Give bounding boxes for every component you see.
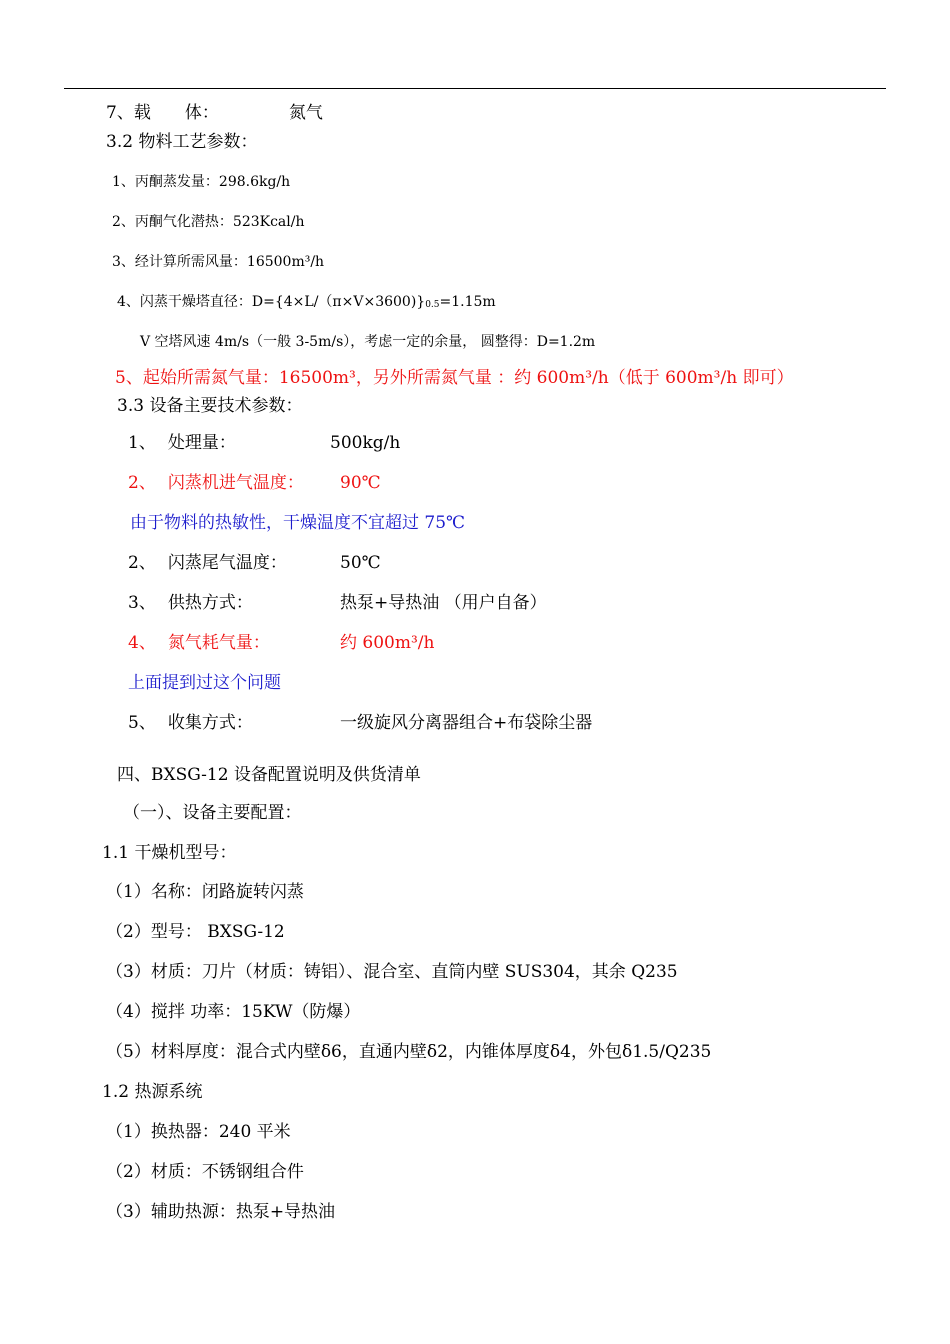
- spec-value: 热泵+导热油 （用户自备）: [340, 593, 547, 613]
- heat-source-heading: 1.2 热源系统: [102, 1082, 203, 1102]
- spec-value: 90℃: [340, 473, 381, 493]
- section-3-2-heading: 3.2 物料工艺参数：: [106, 132, 258, 152]
- list-item: （3）辅助热源：热泵+导热油: [106, 1202, 336, 1222]
- dryer-model-heading: 1.1 干燥机型号：: [102, 843, 237, 863]
- tower-diameter-formula: 4、闪蒸干燥塔直径：D={4×L/（π×V×3600)}: [117, 294, 426, 310]
- tower-diameter-result: =1.15m: [439, 294, 496, 310]
- carrier-value: 氮气: [288, 103, 323, 123]
- param-latent-heat: 2、丙酮气化潜热：523Kcal/h: [112, 214, 305, 230]
- tower-diameter-exponent: 0.5: [425, 300, 440, 310]
- spec-num: 3、: [128, 593, 156, 613]
- spec-label: 收集方式：: [167, 713, 253, 733]
- review-comment: 由于物料的热敏性，干燥温度不宜超过 75℃: [130, 513, 466, 533]
- param-tower-note: V 空塔风速 4m/s（一般 3-5m/s），考虑一定的余量， 圆整得：D=1.2m: [140, 334, 596, 350]
- spec-value: 500kg/h: [330, 433, 401, 453]
- param-acetone-evaporation: 1、丙酮蒸发量：298.6kg/h: [112, 174, 291, 190]
- list-item: （3）材质：刀片（材质：铸铝）、混合室、直筒内壁 SUS304，其余 Q235: [106, 962, 678, 982]
- list-item: （1）换热器：240 平米: [106, 1122, 291, 1142]
- spec-value: 一级旋风分离器组合+布袋除尘器: [340, 713, 593, 733]
- list-item: （2）型号： BXSG-12: [106, 922, 285, 942]
- spec-label: 闪蒸尾气温度：: [167, 553, 287, 573]
- param-air-volume: 3、经计算所需风量：16500m³/h: [112, 254, 325, 270]
- review-comment: 上面提到过这个问题: [128, 673, 281, 693]
- subsection-main-config: （一）、设备主要配置：: [123, 803, 302, 823]
- spec-num: 2、: [128, 473, 156, 493]
- spec-item: [128, 473, 304, 493]
- spec-item: [128, 553, 287, 573]
- section-3-3-heading: 3.3 设备主要技术参数：: [117, 396, 303, 416]
- section-4-heading: 四、BXSG-12 设备配置说明及供货清单: [117, 765, 421, 785]
- spec-num: 1、: [128, 433, 156, 453]
- spec-item: [128, 593, 253, 613]
- list-item: （1）名称：闭路旋转闪蒸: [106, 882, 304, 902]
- header-rule: [64, 88, 886, 89]
- carrier-line: [106, 103, 323, 123]
- spec-item: [128, 633, 270, 653]
- list-item: （2）材质：不锈钢组合件: [106, 1162, 304, 1182]
- spec-item: [128, 433, 236, 453]
- list-item: （5）材料厚度：混合式内壁δ6，直通内壁δ2，内锥体厚度δ4，外包δ1.5/Q235: [106, 1042, 712, 1062]
- carrier-label: 7、载 体：: [106, 103, 219, 123]
- spec-label: 氮气耗气量：: [167, 633, 270, 653]
- spec-value: 约 600m³/h: [340, 633, 435, 653]
- spec-value: 50℃: [340, 553, 381, 573]
- spec-num: 2、: [128, 553, 156, 573]
- spec-num: 5、: [128, 713, 156, 733]
- param-tower-diameter: [117, 292, 496, 314]
- spec-label: 闪蒸机进气温度：: [167, 473, 304, 493]
- list-item: （4）搅拌 功率：15KW（防爆）: [106, 1002, 361, 1022]
- spec-num: 4、: [128, 633, 156, 653]
- spec-item: [128, 713, 253, 733]
- spec-label: 处理量：: [167, 433, 236, 453]
- spec-label: 供热方式：: [167, 593, 253, 613]
- param-nitrogen-requirement: 5、起始所需氮气量：16500m³，另外所需氮气量 ：约 600m³/h（低于 600m³/h 即可）: [115, 368, 794, 388]
